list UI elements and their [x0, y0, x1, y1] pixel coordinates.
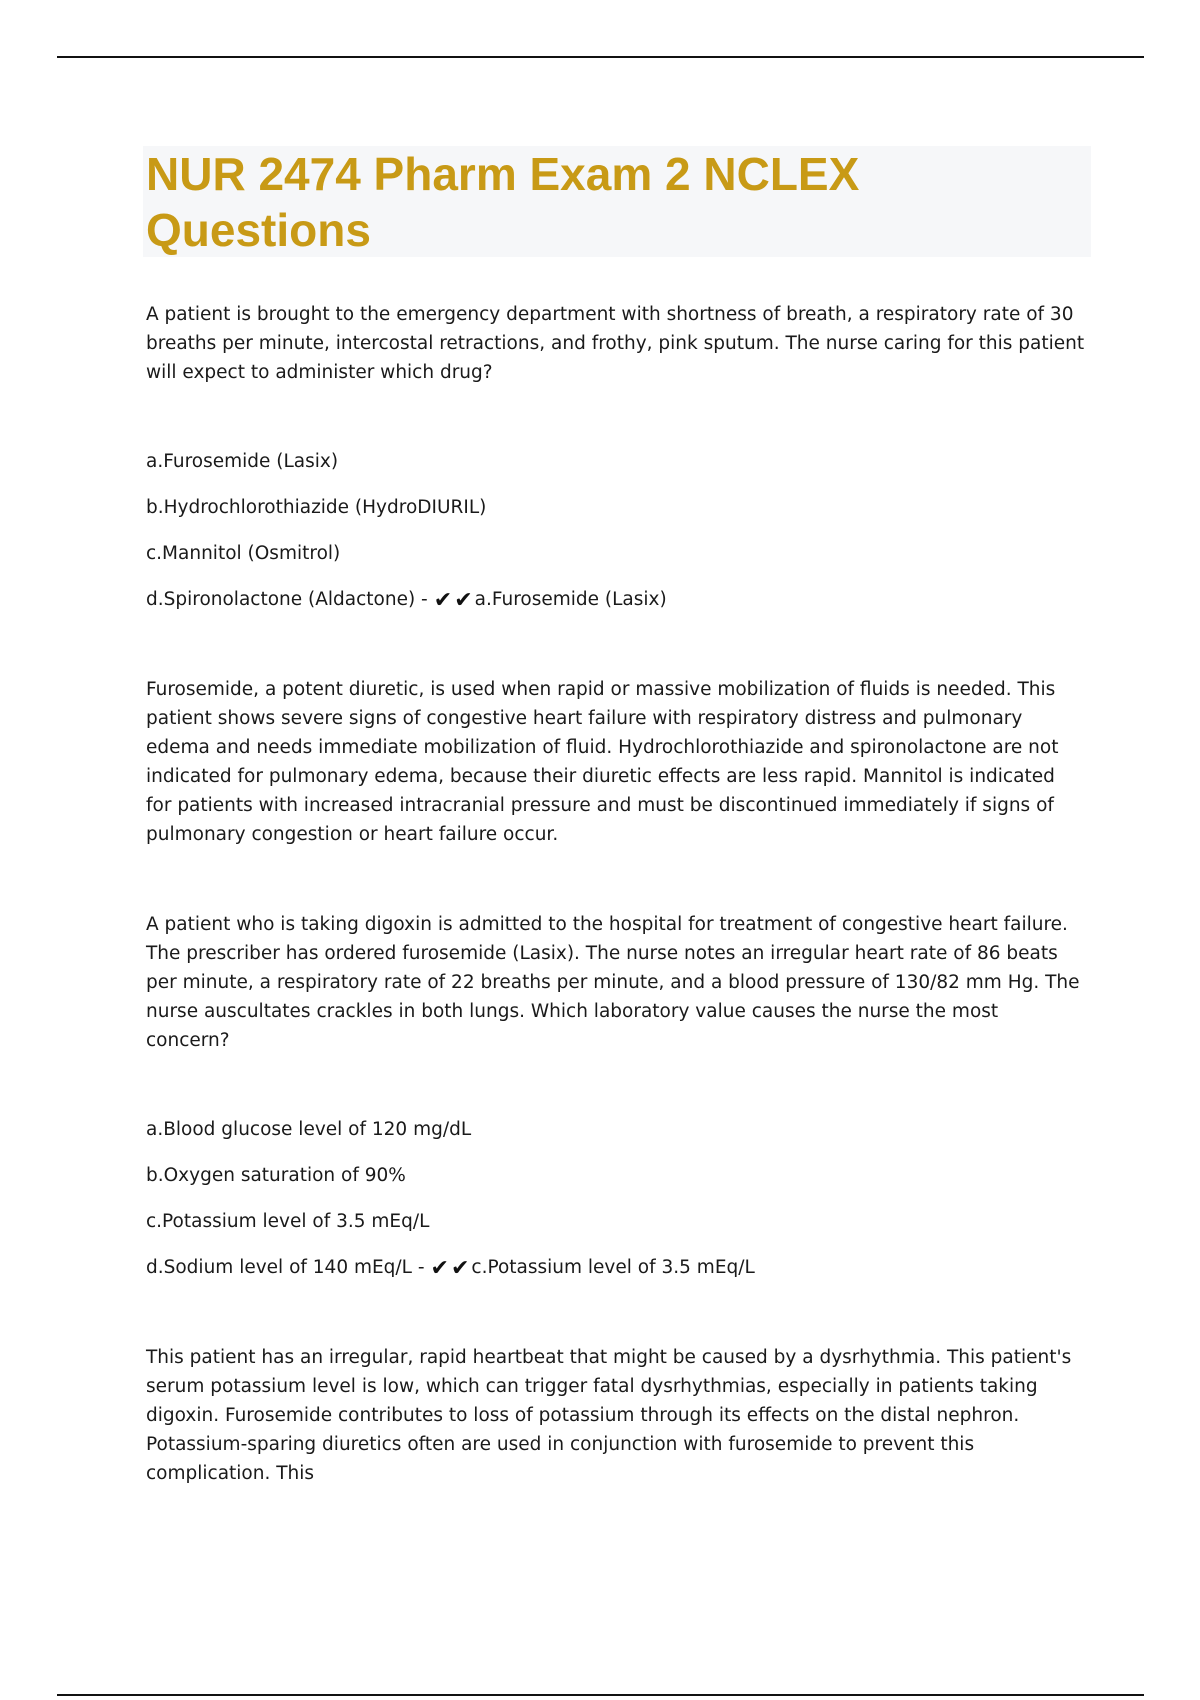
header-divider: [57, 56, 1144, 58]
question-2-option-c: c.Potassium level of 3.5 mEq/L: [146, 1211, 430, 1232]
check-icon: ✔: [454, 588, 473, 613]
question-1-option-d-row: [146, 585, 1086, 614]
question-1-answer: a.Furosemide (Lasix): [474, 589, 667, 610]
question-2-explanation: This patient has an irregular, rapid heartbeat that might be caused by a dysrhythmia. This patient's serum potassium level is low, which can trigger fatal dysrhythmias, especially in patients taking digoxin. Furosemide contributes to loss of potassium through its effects on the distal nephron. Potassium-sparing diuretics often are used in conjunction with furosemide to prevent this complication. This: [146, 1347, 1072, 1484]
question-1-explanation: Furosemide, a potent diuretic, is used when rapid or massive mobilization of fluids is needed. This patient shows severe signs of congestive heart failure with respiratory distress and pulmonary edema and needs immediate mobilization of fluid. Hydrochlorothiazide and spironolactone are not indicated for pulmonary edema, because their diuretic effects are less rapid. Mannitol is indicated for patients with increased intracranial pressure and must be discontinued immediately if signs of pulmonary congestion or heart failure occur.: [146, 679, 1059, 845]
question-1-option-b: b.Hydrochlorothiazide (HydroDIURIL): [146, 497, 487, 518]
question-2-option-d: d.Sodium level of 140 mEq/L -: [146, 1257, 425, 1278]
question-2-option-d-row: [146, 1253, 1086, 1282]
question-1-option-a: a.Furosemide (Lasix): [146, 451, 339, 472]
question-1-option-c: c.Mannitol (Osmitrol): [146, 543, 341, 564]
question-1-text: A patient is brought to the emergency department with shortness of breath, a respiratory rate of 30 breaths per minute, intercostal retractions, and frothy, pink sputum. The nurse caring for this patient will expect to administer which drug?: [146, 304, 1085, 383]
question-1-option-d: d.Spironolactone (Aldactone) -: [146, 589, 428, 610]
question-2-option-a: a.Blood glucose level of 120 mg/dL: [146, 1119, 472, 1140]
question-2-text: A patient who is taking digoxin is admitted to the hospital for treatment of congestive heart failure. The prescriber has ordered furosemide (Lasix). The nurse notes an irregular heart rate of 86 beats per minute, a respiratory rate of 22 breaths per minute, and a blood pressure of 130/82 mm Hg. The nurse auscultates crackles in both lungs. Which laboratory value causes the nurse the most concern?: [146, 914, 1080, 1051]
check-icon: ✔: [433, 588, 453, 613]
footer-divider: [57, 1694, 1144, 1696]
document-title: NUR 2474 Pharm Exam 2 NCLEX Questions: [146, 148, 860, 256]
document-body: [146, 300, 1086, 1549]
check-icon: ✔: [430, 1256, 449, 1281]
question-2-option-b: b.Oxygen saturation of 90%: [146, 1165, 406, 1186]
question-2-answer: c.Potassium level of 3.5 mEq/L: [471, 1257, 755, 1278]
check-icon: ✔: [450, 1256, 470, 1281]
